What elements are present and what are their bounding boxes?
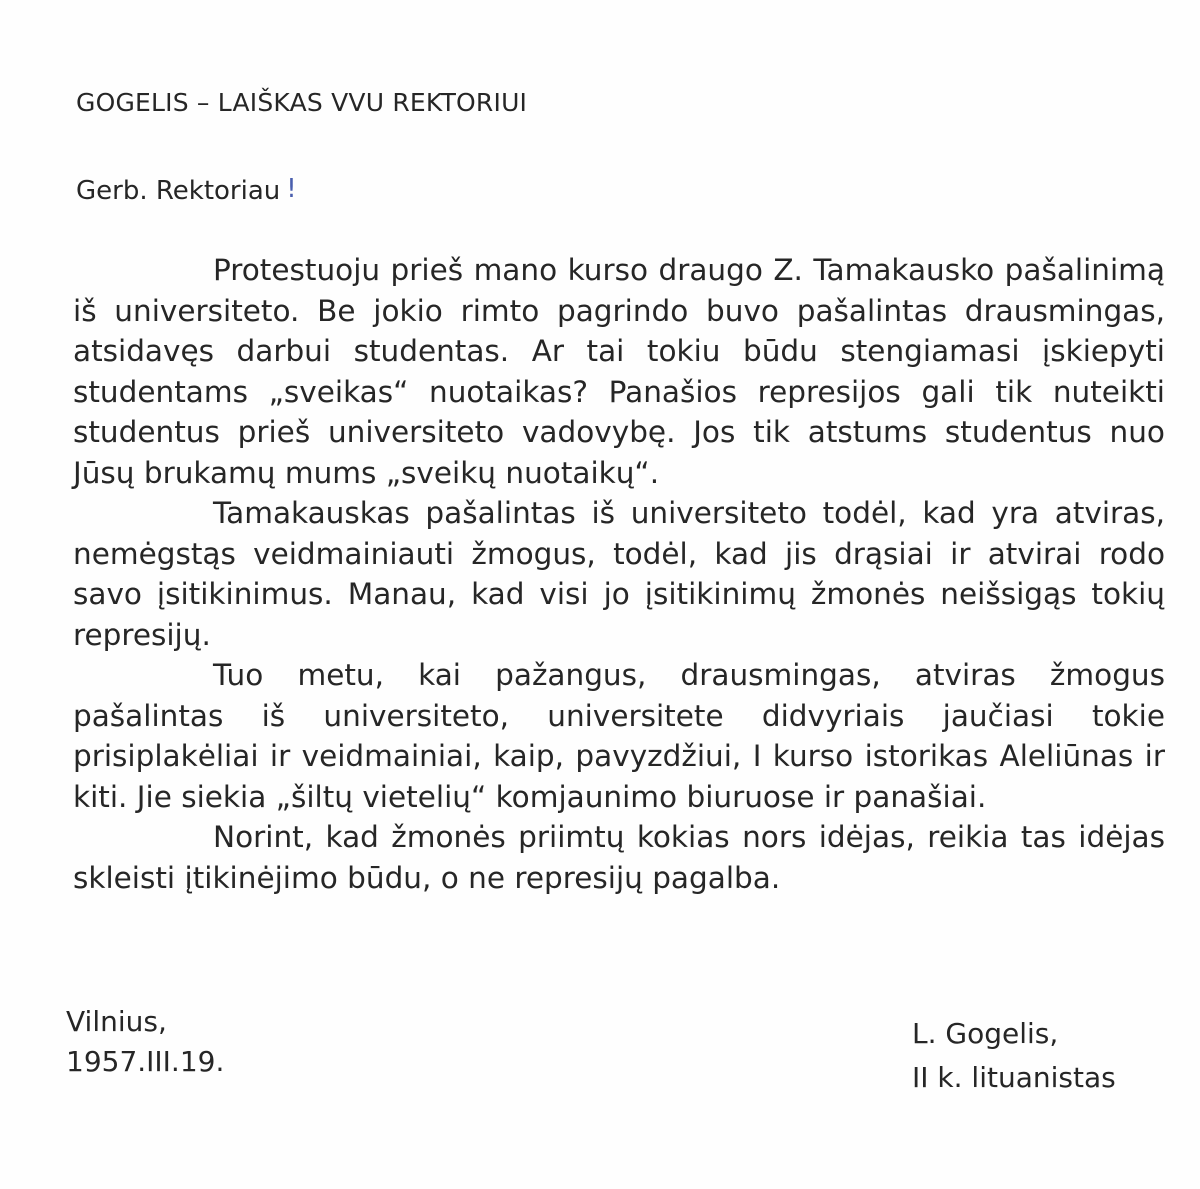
salutation: [76, 176, 297, 206]
signature-block: [912, 1012, 1116, 1100]
date: 1957.III.19.: [66, 1045, 225, 1078]
place-and-date: [66, 1002, 224, 1082]
signature-name: L. Gogelis,: [912, 1017, 1059, 1050]
place: Vilnius,: [66, 1005, 167, 1038]
paragraph-1: Protestuoju prieš mano kurso draugo Z. Tamakausko pašalinimą iš universiteto. Be jokio rimto pagrindo buvo pašalintas drausmingas, atsidavęs darbui studentas. Ar tai tokiu būdu stengiamasi įskiepyti studentams „sveikas“ nuotaikas? Panašios represijos gali tik nuteikti studentus prieš universiteto vadovybę. Jos tik atstums studentus nuo Jūsų brukamų mums „sveikų nuotaikų“.: [73, 253, 1165, 490]
letter-title: GOGELIS – LAIŠKAS VVU REKTORIUI: [76, 88, 528, 117]
handwritten-exclamation-mark: !: [286, 174, 297, 204]
paragraph-4: Norint, kad žmonės priimtų kokias nors idėjas, reikia tas idėjas skleisti įtikinėjimo būdu, o ne represijų pagalba.: [73, 820, 1165, 895]
paragraph-3: Tuo metu, kai pažangus, drausmingas, atviras žmogus pašalintas iš universiteto, universitete didvyriais jaučiasi tokie prisiplakėliai ir veidmainiai, kaip, pavyzdžiui, I kurso istorikas Aleliūnas ir kiti. Jie siekia „šiltų vietelių“ komjaunimo biuruose ir panašiai.: [73, 658, 1165, 814]
paragraph-2: Tamakauskas pašalintas iš universiteto todėl, kad yra atviras, nemėgstąs veidmainiauti žmogus, todėl, kad jis drąsiai ir atvirai rodo savo įsitikinimus. Manau, kad visi jo įsitikinimų žmonės neišsigąs tokių represijų.: [73, 496, 1165, 652]
salutation-text: Gerb. Rektoriau: [76, 176, 281, 206]
signature-role: II k. lituanistas: [912, 1061, 1116, 1094]
letter-body: [73, 250, 1165, 898]
